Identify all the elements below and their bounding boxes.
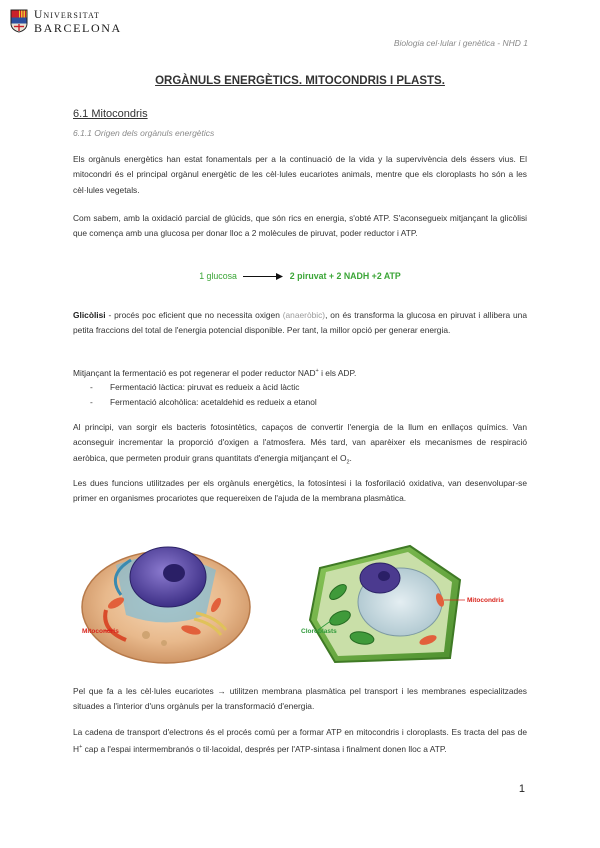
university-logo (10, 9, 130, 35)
animal-cell-mitochondria-label: Mitocondris (82, 628, 119, 635)
list-item (90, 380, 317, 395)
transport-text-a: La cadena de transport d'electrons és el procés comú per a formar ATP en mitocondris i cloroplasts. Es tracta del pas de H (73, 727, 527, 755)
paragraph-photosynthesis-origin (73, 420, 527, 471)
fermentation-list (90, 380, 317, 411)
subsection-heading: 6.1.1 Origen dels orgànuls energètics (73, 128, 215, 138)
glycolysis-text-a: - procés poc eficient que no necessita oxigen (105, 310, 283, 320)
transport-text-b: cap a l'espai intermembranós o til·lacoidal, després per l'ATP-sintasa i finalment donen lloc a ATP. (82, 744, 447, 755)
paragraph-electron-transport (73, 725, 527, 758)
equation-right: 2 piruvat + 2 NADH +2 ATP (289, 271, 401, 281)
paragraph-energy-functions: Les dues funcions utilitzades per els orgànuls energètics, la fotosíntesi i la fosforilació oxidativa, van desenvolupar-se primer en organismes procariotes que requereixen de l'ajuda de la membrana plasmàtica. (73, 478, 527, 504)
paragraph-atp: Com sabem, amb la oxidació parcial de glúcids, que són rics en energia, s'obté ATP. S'aconsegueix mitjançant la glicòlisi que comença amb una glucosa per donar lloc a 2 molècules de piruvat, poder reductor i ATP. (73, 213, 527, 239)
nad-superscript: + (315, 368, 319, 374)
plant-cell-chloroplast-label: Cloroplasts (301, 628, 337, 635)
list-item-text: Fermentació alcohòlica: acetaldehid es redueix a etanol (110, 397, 317, 408)
logo-line-2: BARCELONA (34, 21, 122, 35)
origin-text-a: Al principi, van sorgir els bacteris fotosintètics, capaços de convertir l'energia de la llum en enllaços químics. Van aconseguir incrementar la proporció d'oxigen a l'atmosfera. Més tard, van aparèixer els mecanismes de respiració aeròbica, que permeten produir grans quantitats d'energia mitjançant el O (73, 422, 527, 463)
glycolysis-equation (0, 271, 600, 281)
origin-text-b: . (349, 452, 352, 463)
fermentation-text-a: Mitjançant la fermentació es pot regenerar el poder reductor NAD (73, 367, 316, 378)
list-item-text: Fermentació làctica: piruvat es redueix a àcid làctic (110, 382, 300, 392)
o2-subscript: 2 (346, 459, 350, 466)
paragraph-eukaryotic-membranes: Pel que fa a les cèl·lules eucariotes → utilitzen membrana plasmàtica pel transport i les membranes especialitzades situades a l'interior d'uns orgànuls per la transformació d'energia. (73, 686, 527, 712)
plant-cell-mitochondria-label: Mitocondris (467, 597, 504, 604)
list-item (90, 395, 317, 410)
paragraph-intro: Els orgànuls energètics han estat fonamentals per a la continuació de la vida y la supervivència dels éssers vius. El mitocondri és el principal orgànul energètic de les cèl·lules eucariotes animals, mentre que els cloroplasts ho són a les cèl·lules vegetals. (73, 154, 527, 195)
list-marker: - (90, 397, 93, 408)
fermentation-text-b: i els ADP. (318, 367, 357, 378)
equation-left: 1 glucosa (199, 271, 237, 281)
running-header: Biologia cel·lular i genètica - NHD 1 (393, 38, 528, 48)
list-marker: - (90, 382, 93, 392)
h-superscript: + (79, 744, 83, 751)
paragraph-fermentation (73, 364, 527, 381)
page-title: ORGÀNULS ENERGÈTICS. MITOCONDRIS I PLASTS. (155, 75, 445, 87)
anaerobic-note: (anaeròbic) (282, 310, 326, 320)
glycolysis-text-b: , on és transforma la glucosa en piruvat i allibera una petita fraccions del total de l'energia potencial disponible. Per tant, la millor opció per generar energia. (73, 310, 527, 336)
paragraph-glycolysis (73, 308, 527, 339)
university-shield-icon (10, 9, 28, 33)
arrow-right-icon (243, 272, 283, 281)
glycolysis-term: Glicòlisi (73, 310, 106, 320)
page-number: 1 (518, 783, 525, 795)
plant-cell-illustration (300, 540, 470, 670)
logo-line-1: Universitat (34, 9, 100, 21)
animal-cell-illustration (76, 535, 252, 665)
section-heading: 6.1 Mitocondris (73, 108, 148, 120)
